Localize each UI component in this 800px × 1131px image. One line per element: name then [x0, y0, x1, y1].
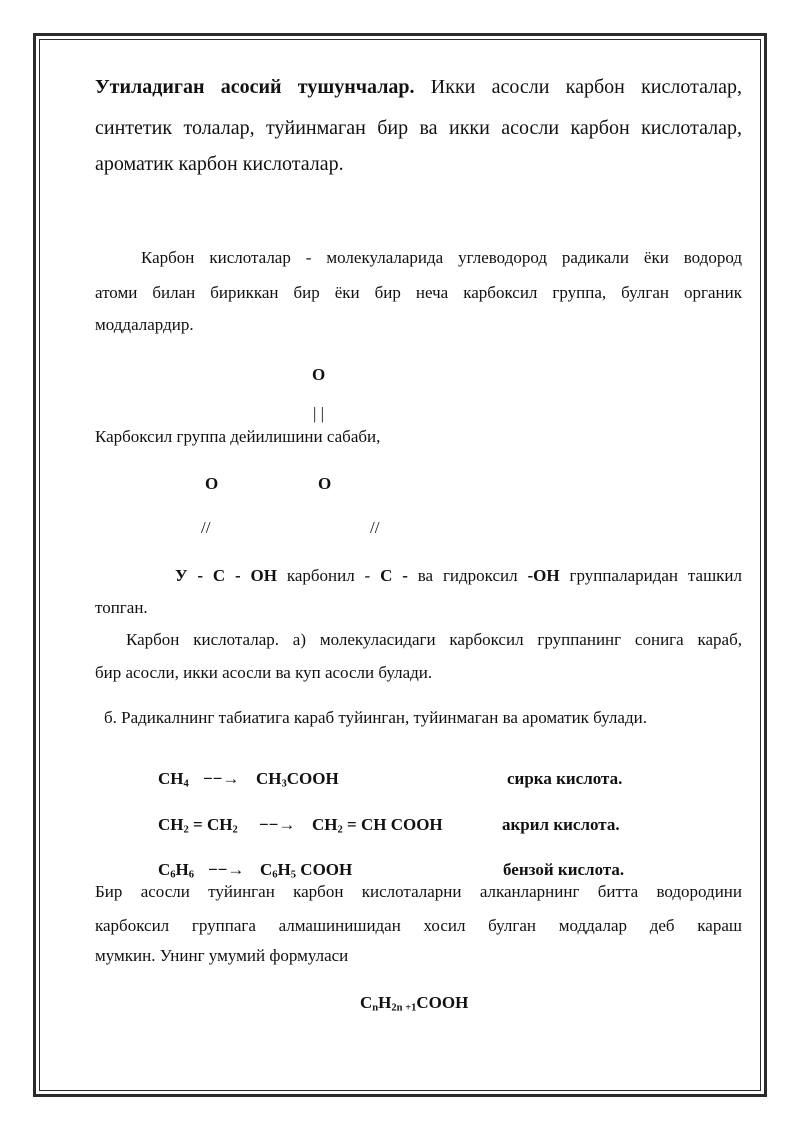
reaction-3-name: бензой кислота.: [503, 860, 625, 879]
reaction-2-reactant: $CH_2 = CH_2$: [158, 815, 238, 836]
reaction-1-arrow: −−→: [203, 769, 240, 788]
classification-line-1: Карбон кислоталар. а) молекуласидаги карбоксил группанинг сонига караб,: [126, 630, 742, 649]
general-line-2: карбоксил группага алмашинишидан хосил булган моддалар деб караш: [95, 916, 742, 935]
classification-line-2: бир асосли, икки асосли ва куп асосли булади.: [95, 663, 433, 682]
carboxyl-formula-line: [175, 566, 742, 586]
general-line-3: мумкин. Унинг умумий формуласи: [95, 946, 349, 965]
reaction-2-name: акрил кислота.: [502, 815, 620, 834]
reaction-1-name: сирка кислота.: [507, 769, 623, 788]
reaction-2-arrow: −−→: [259, 815, 296, 834]
general-formula: $C_nH_{2n +1}COOH$: [360, 993, 469, 1014]
intro-line-2: синтетик толалар, туйинмаган бир ва икки асосли карбон кислоталар,: [95, 117, 742, 139]
carbonyl-c: С -: [380, 566, 408, 585]
carboxyl-o-top: O: [312, 365, 326, 384]
hydroxyl-text: ва гидроксил: [417, 566, 518, 585]
groups-text: группаларидан ташкил: [569, 566, 742, 585]
carboxyl-reason: Карбоксил группа дейилишини сабаби,: [95, 427, 381, 446]
reaction-3-arrow: −−→: [208, 860, 245, 879]
reaction-1-reactant: $CH_4$: [158, 769, 189, 790]
intro-heading: Утиладиган асосий тушунчалар.: [95, 76, 415, 98]
reaction-1-product: $CH_3COOH$: [256, 769, 339, 790]
carboxyl-formula: У - С - ОН: [175, 566, 277, 585]
definition-line-3: моддалардир.: [95, 315, 194, 334]
carboxyl-o-left: O: [205, 474, 219, 493]
general-line-1: Бир асосли туйинган карбон кислоталарни алканларнинг битта водородини: [95, 882, 742, 901]
carboxyl-o-right: O: [318, 474, 332, 493]
carboxyl-slash-right: //: [370, 518, 380, 537]
intro-line-1-rest: Икки асосли карбон кислоталар,: [414, 76, 742, 98]
carbonyl-text: карбонил -: [286, 566, 371, 585]
carboxyl-double-bond: | |: [313, 404, 325, 423]
definition-line-2: атоми билан бириккан бир ёки бир неча карбоксил группа, булган органик: [95, 283, 742, 302]
reaction-3-product: $C_6H_5$ COOH: [260, 860, 353, 881]
reaction-2-product: $CH_2$ = CH COOH: [312, 815, 443, 836]
carboxyl-slash-left: //: [201, 518, 211, 537]
intro-line-1: [95, 76, 742, 99]
carboxyl-line-2: топган.: [95, 598, 148, 617]
hydroxyl-oh: -ОН: [527, 566, 560, 585]
definition-line-1: Карбон кислоталар - молекулаларида углеводород радикали ёки водород: [141, 248, 742, 267]
reaction-3-reactant: $C_6H_6$: [158, 860, 195, 881]
intro-line-3: ароматик карбон кислоталар.: [95, 153, 344, 175]
classification-line-3: б. Радикалнинг табиатига караб туйинган, туйинмаган ва ароматик булади.: [104, 708, 647, 727]
